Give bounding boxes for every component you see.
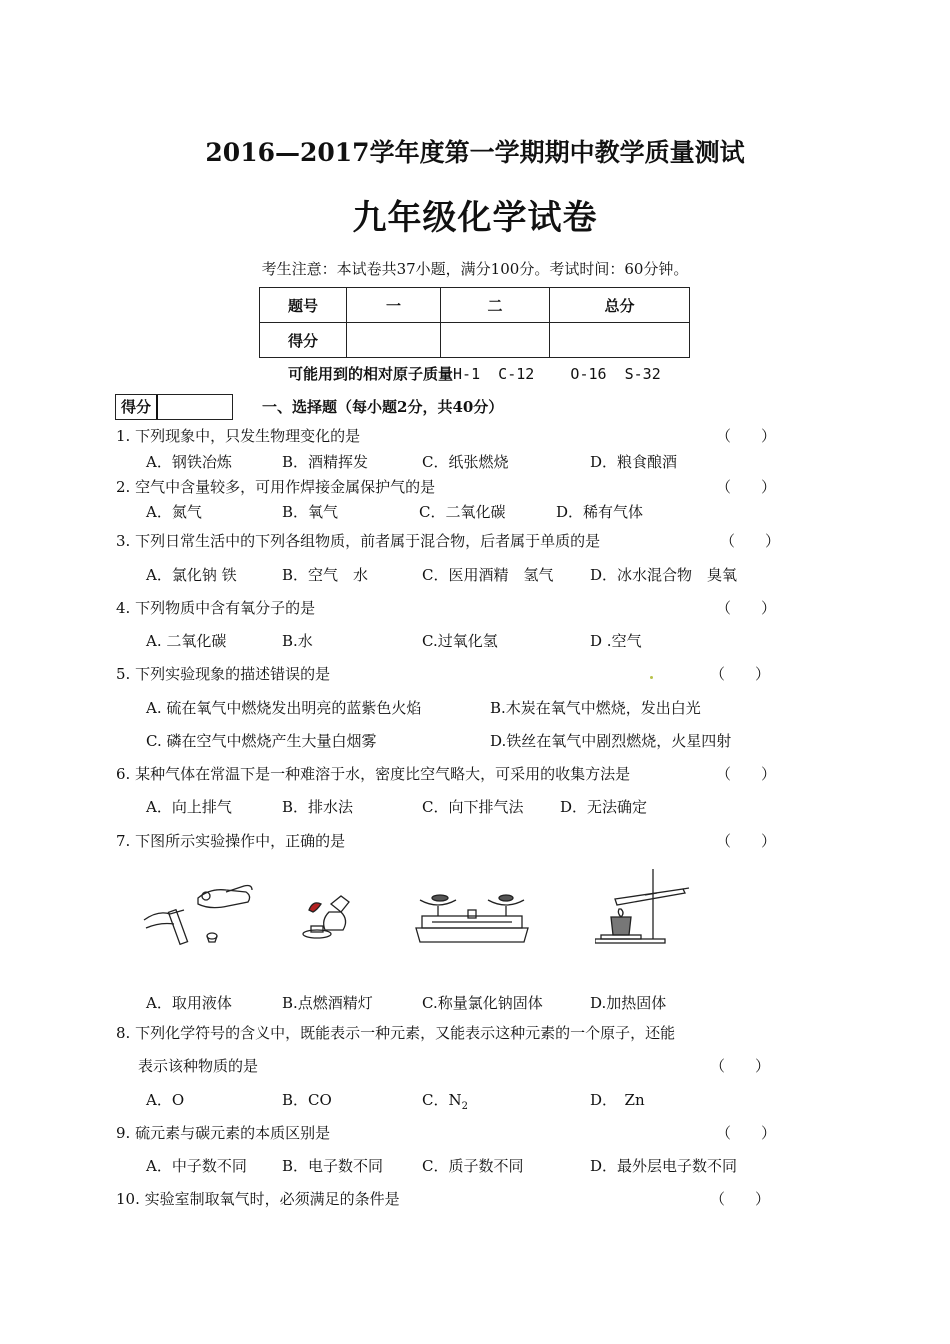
subscript: 2	[461, 1101, 468, 1112]
exam-notice: 考生注意：本试卷共37小题，满分100分。考试时间：60分钟。	[261, 260, 689, 278]
score-table-header-row	[260, 288, 690, 323]
option: C．质子数不同	[422, 1157, 524, 1175]
answer-paren[interactable]: （ ）	[716, 765, 777, 783]
question-1	[116, 425, 360, 446]
score-header-cell: 二	[441, 288, 550, 323]
question-10	[116, 1188, 400, 1209]
score-header-cell: 总分	[550, 288, 690, 323]
question-2	[116, 476, 435, 497]
option: B．CO	[282, 1091, 332, 1109]
option: B.点燃酒精灯	[282, 994, 373, 1012]
score-header-cell: 题号	[260, 288, 347, 323]
question-number: 7.	[116, 832, 131, 850]
option: B．电子数不同	[282, 1157, 384, 1175]
question-number: 10.	[116, 1190, 140, 1208]
question-text: 下列实验现象的描述错误的是	[135, 665, 331, 683]
option: B.木炭在氧气中燃烧，发出白光	[490, 699, 701, 717]
option: D.铁丝在氧气中剧烈燃烧，火星四射	[490, 732, 732, 750]
exam-subtitle: 九年级化学试卷	[352, 198, 598, 238]
answer-paren[interactable]: （ ）	[710, 1190, 771, 1208]
question-number: 1.	[116, 427, 131, 445]
option: D．稀有气体	[556, 503, 644, 521]
answer-paren[interactable]: （ ）	[716, 832, 777, 850]
question-5	[116, 663, 330, 684]
question-number: 8.	[116, 1024, 131, 1042]
pour-liquid-illustration	[140, 880, 260, 950]
option: A．取用液体	[146, 994, 232, 1012]
option: A. 硫在氧气中燃烧发出明亮的蓝紫色火焰	[146, 699, 422, 717]
option-text: C．N	[422, 1091, 462, 1109]
option: B．空气 水	[282, 566, 369, 584]
answer-paren[interactable]: （ ）	[720, 532, 781, 550]
option: A. 二氧化碳	[146, 632, 227, 650]
answer-paren[interactable]: （ ）	[716, 478, 777, 496]
score-table	[259, 287, 690, 358]
question-9	[116, 1122, 330, 1143]
question-text: 实验室制取氧气时，必须满足的条件是	[144, 1190, 400, 1208]
option: A．氯化钠 铁	[146, 566, 237, 584]
question-number: 6.	[116, 765, 131, 783]
question-text: 下列日常生活中的下列各组物质，前者属于混合物，后者属于单质的是	[135, 532, 601, 550]
option: D．最外层电子数不同	[590, 1157, 738, 1175]
option: B．排水法	[282, 798, 354, 816]
answer-paren[interactable]: （ ）	[710, 665, 771, 683]
atomic-mass-line	[288, 363, 661, 384]
score-row-label: 得分	[260, 323, 347, 358]
balance-scale-illustration	[412, 888, 532, 946]
option: A．O	[146, 1091, 185, 1109]
question-6	[116, 763, 630, 784]
answer-paren[interactable]: （ ）	[710, 1057, 771, 1075]
question-8-continued: 表示该种物质的是	[138, 1057, 259, 1075]
answer-paren[interactable]: （ ）	[716, 427, 777, 445]
question-4	[116, 597, 315, 618]
answer-paren[interactable]: （ ）	[716, 599, 777, 617]
option: A．向上排气	[146, 798, 232, 816]
score-cell[interactable]	[550, 323, 690, 358]
heating-solid-illustration	[595, 865, 700, 945]
score-header-cell: 一	[347, 288, 441, 323]
question-text: 下列化学符号的含义中，既能表示一种元素，又能表示这种元素的一个原子，还能	[135, 1024, 676, 1042]
option: D．冰水混合物 臭氧	[590, 566, 738, 584]
option: A．钢铁冶炼	[146, 453, 232, 471]
option: B.水	[282, 632, 313, 650]
score-cell[interactable]	[441, 323, 550, 358]
option: D． Zn	[590, 1091, 645, 1109]
option: C.称量氯化钠固体	[422, 994, 543, 1012]
question-text: 硫元素与碳元素的本质区别是	[135, 1124, 331, 1142]
question-7	[116, 830, 345, 851]
question-text: 下图所示实验操作中，正确的是	[135, 832, 346, 850]
atomic-mass-label: 可能用到的相对原子质量	[288, 365, 454, 383]
question-8	[116, 1022, 675, 1043]
option: D．粮食酿酒	[590, 453, 678, 471]
option: C.过氧化氢	[422, 632, 498, 650]
atomic-mass-values: H-1 C-12 O-16 S-32	[453, 365, 661, 383]
question-text: 下列物质中含有氧分子的是	[135, 599, 316, 617]
question-number: 9.	[116, 1124, 131, 1142]
option: A．氮气	[146, 503, 202, 521]
option: D.加热固体	[590, 994, 667, 1012]
option: C．医用酒精 氢气	[422, 566, 554, 584]
section-score-label: 得分	[116, 395, 158, 419]
option: D .空气	[590, 632, 642, 650]
score-table-score-row	[260, 323, 690, 358]
answer-paren[interactable]: （ ）	[716, 1124, 777, 1142]
option: C．纸张燃烧	[422, 453, 509, 471]
option: B．氧气	[282, 503, 339, 521]
option: C．向下排气法	[422, 798, 524, 816]
question-text: 某种气体在常温下是一种难溶于水，密度比空气略大，可采用的收集方法是	[135, 765, 631, 783]
question-3	[116, 530, 600, 551]
option: B．酒精挥发	[282, 453, 369, 471]
section-title: 一、选择题（每小题2分，共40分）	[262, 398, 504, 416]
score-cell[interactable]	[347, 323, 441, 358]
question-number: 5.	[116, 665, 131, 683]
option: C．二氧化碳	[419, 503, 506, 521]
question-number: 3.	[116, 532, 131, 550]
question-number: 4.	[116, 599, 131, 617]
question-text: 空气中含量较多，可用作焊接金属保护气的是	[135, 478, 436, 496]
option: D．无法确定	[560, 798, 648, 816]
question-number: 2.	[116, 478, 131, 496]
option: C. 磷在空气中燃烧产生大量白烟雾	[146, 732, 377, 750]
option	[422, 1089, 468, 1112]
alcohol-lamp-illustration	[295, 890, 365, 945]
section-score-box	[115, 394, 233, 420]
option: A．中子数不同	[146, 1157, 247, 1175]
stray-mark	[650, 676, 653, 679]
question-text: 下列现象中，只发生物理变化的是	[135, 427, 361, 445]
exam-title: 2016—2017学年度第一学期期中教学质量测试	[205, 138, 745, 167]
